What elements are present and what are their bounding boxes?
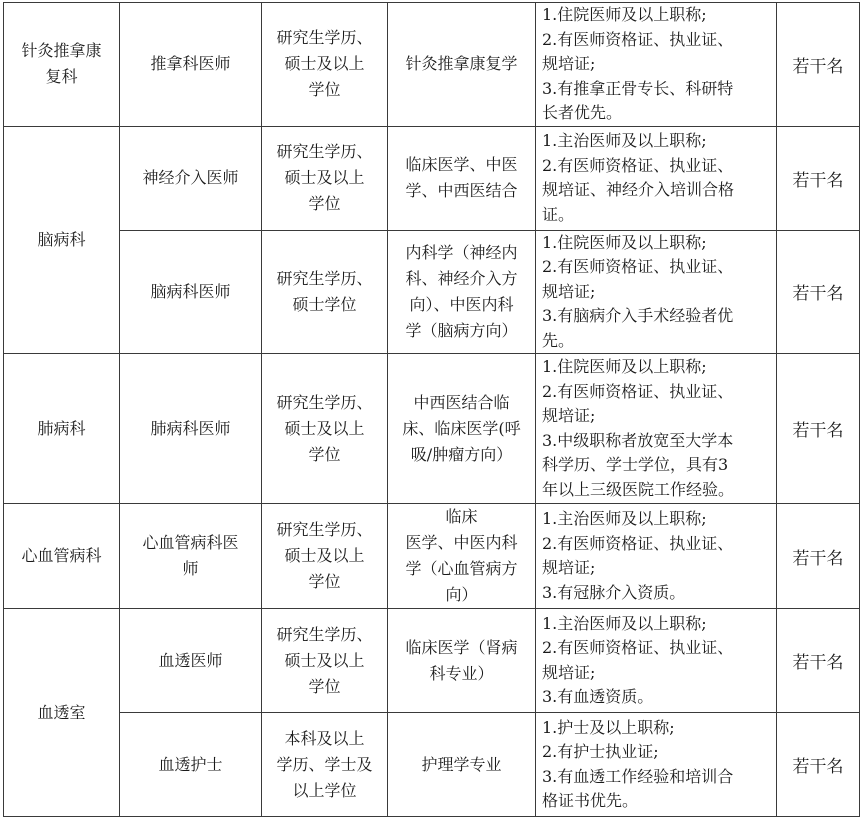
department-cell: 肺病科 <box>4 354 120 504</box>
position-cell: 心血管病科医 师 <box>120 504 262 609</box>
table-row <box>4 713 860 817</box>
education-cell: 研究生学历、 硕士及以上 学位 <box>262 354 388 504</box>
table-row <box>4 126 860 230</box>
major-cell: 临床医学、中医 学、中西医结合 <box>388 126 536 230</box>
department-cell: 心血管病科 <box>4 504 120 609</box>
table-row <box>4 609 860 713</box>
requirements-cell: 1.护士及以上职称; 2.有护士执业证; 3.有血透工作经验和培训合 格证书优先。 <box>536 713 777 817</box>
education-cell: 研究生学历、 硕士及以上 学位 <box>262 126 388 230</box>
position-cell: 血透医师 <box>120 609 262 713</box>
table-row <box>4 230 860 354</box>
count-cell: 若干名 <box>777 230 860 354</box>
department-cell: 脑病科 <box>4 126 120 354</box>
requirements-cell: 1.主治医师及以上职称; 2.有医师资格证、执业证、 规培证; 3.有血透资质。 <box>536 609 777 713</box>
education-cell: 研究生学历、 硕士学位 <box>262 230 388 354</box>
count-cell: 若干名 <box>777 713 860 817</box>
recruitment-table <box>3 2 860 817</box>
major-cell: 内科学（神经内 科、神经介入方 向）、中医内科 学（脑病方向） <box>388 230 536 354</box>
position-cell: 推拿科医师 <box>120 3 262 127</box>
education-cell: 本科及以上 学历、学士及 以上学位 <box>262 713 388 817</box>
education-cell: 研究生学历、 硕士及以上 学位 <box>262 3 388 127</box>
table-row <box>4 504 860 609</box>
education-cell: 研究生学历、 硕士及以上 学位 <box>262 609 388 713</box>
requirements-cell: 1.住院医师及以上职称; 2.有医师资格证、执业证、 规培证; 3.中级职称者放宽至大学本 科学历、学士学位，具有3 年以上三级医院工作经验。 <box>536 354 777 504</box>
requirements-cell: 1.住院医师及以上职称; 2.有医师资格证、执业证、 规培证; 3.有脑病介入手术经验者优 先。 <box>536 230 777 354</box>
position-cell: 脑病科医师 <box>120 230 262 354</box>
count-cell: 若干名 <box>777 609 860 713</box>
major-cell: 临床 医学、中医内科 学（心血管病方 向） <box>388 504 536 609</box>
major-cell: 临床医学（肾病 科专业） <box>388 609 536 713</box>
major-cell: 护理学专业 <box>388 713 536 817</box>
department-cell: 针灸推拿康 复科 <box>4 3 120 127</box>
count-cell: 若干名 <box>777 3 860 127</box>
requirements-cell: 1.主治医师及以上职称; 2.有医师资格证、执业证、 规培证; 3.有冠脉介入资质。 <box>536 504 777 609</box>
department-cell: 血透室 <box>4 609 120 817</box>
major-cell: 中西医结合临 床、临床医学(呼 吸/肿瘤方向） <box>388 354 536 504</box>
count-cell: 若干名 <box>777 354 860 504</box>
position-cell: 肺病科医师 <box>120 354 262 504</box>
position-cell: 神经介入医师 <box>120 126 262 230</box>
count-cell: 若干名 <box>777 126 860 230</box>
major-cell: 针灸推拿康复学 <box>388 3 536 127</box>
position-cell: 血透护士 <box>120 713 262 817</box>
requirements-cell: 1.住院医师及以上职称; 2.有医师资格证、执业证、 规培证; 3.有推拿正骨专长、科研特 长者优先。 <box>536 3 777 127</box>
table-row <box>4 354 860 504</box>
table-row <box>4 3 860 127</box>
requirements-cell: 1.主治医师及以上职称; 2.有医师资格证、执业证、 规培证、神经介入培训合格 证。 <box>536 126 777 230</box>
count-cell: 若干名 <box>777 504 860 609</box>
education-cell: 研究生学历、 硕士及以上 学位 <box>262 504 388 609</box>
